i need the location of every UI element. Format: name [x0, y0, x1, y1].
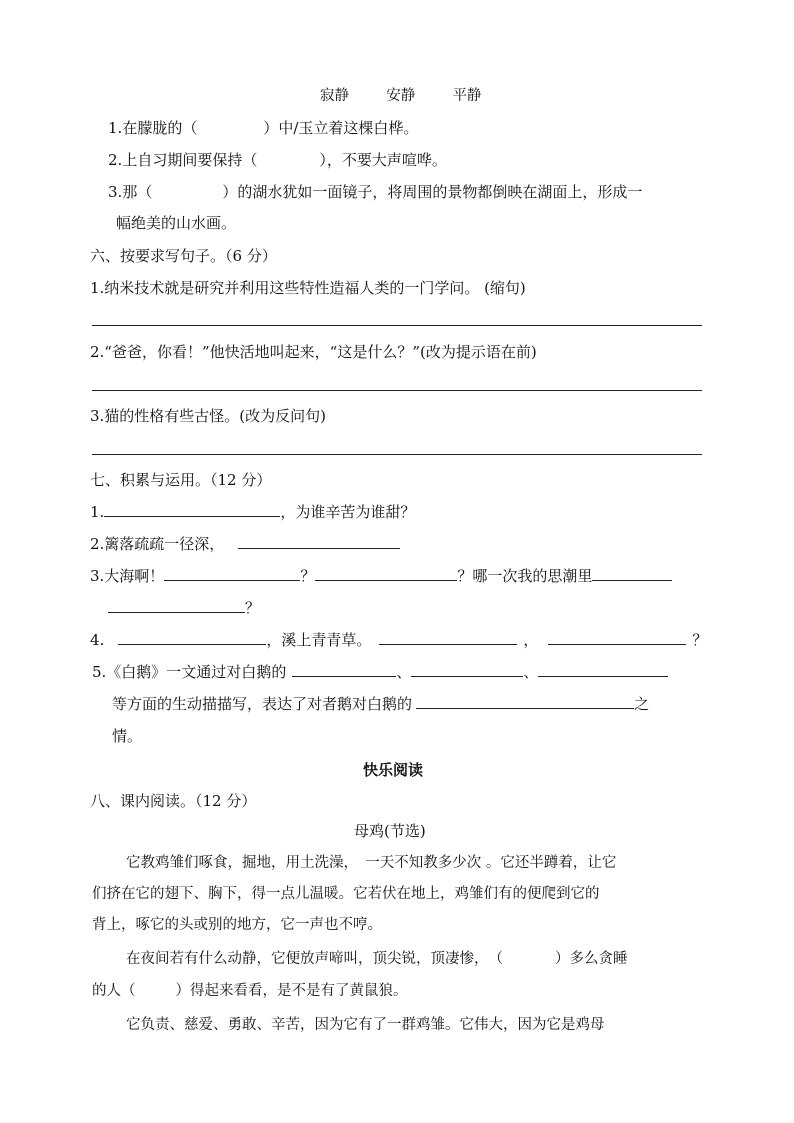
passage-line: 的人（ ）得起来看看，是不是有了黄鼠狼。 [92, 983, 408, 999]
answer-blank[interactable] [416, 694, 634, 709]
word-option: 寂静 [320, 88, 349, 104]
question-text: ？ [108, 598, 260, 618]
passage-line: 它教鸡雏们啄食，掘地，用土洗澡， 一天不知教多少次 。它还半蹲着，让它 [126, 855, 617, 871]
answer-blank[interactable] [592, 566, 672, 581]
word-option: 平静 [452, 88, 482, 104]
question-text: 1.纳米技术就是研究并利用这些特性造福人类的一门学问。 (缩句) [90, 279, 526, 297]
answer-blank[interactable] [292, 662, 396, 677]
question-text: 1. ，为谁辛苦为谁甜？ [90, 503, 416, 521]
question-text: 2.篱落疏疏一径深， [90, 534, 400, 554]
section-title: 八、课内阅读。（12 分） [90, 792, 257, 810]
question-text: 等方面的生动描描写，表达了对者鹅对白鹅的 之 [112, 695, 650, 713]
question-text: 情。 [112, 727, 143, 745]
answer-blank[interactable] [104, 502, 280, 517]
fill-item: 3.那（ ）的湖水犹如一面镜子，将周围的景物都倒映在湖面上，形成一 [108, 183, 643, 201]
word-bank [320, 86, 481, 106]
question-text: 2.“爸爸，你看！”他快活地叫起来，“这是什么？”(改为提示语在前) [90, 343, 537, 361]
answer-blank[interactable] [164, 566, 300, 581]
fill-item-continuation: 幅绝美的山水画。 [116, 214, 237, 232]
answer-blank[interactable] [538, 662, 668, 677]
word-option: 安静 [386, 88, 416, 104]
passage-title: 母鸡(节选) [354, 822, 426, 840]
section-title: 七、积累与运用。（12 分） [90, 471, 272, 489]
passage-line: 在夜间若有什么动静，它便放声啼叫，顶尖锐，顶凄惨， （ ）多么贪睡 [126, 951, 628, 967]
answer-blank[interactable] [238, 534, 400, 549]
answer-blank[interactable] [411, 662, 523, 677]
answer-blank[interactable] [379, 630, 517, 645]
question-text: 3.大海啊！ ？ ？哪一次我的思潮里 [90, 566, 672, 586]
answer-blank[interactable] [315, 566, 457, 581]
answer-blank[interactable] [118, 630, 266, 645]
answer-line[interactable] [92, 454, 702, 455]
passage-line: 它负责、慈爱、勇敢、辛苦，因为它有了一群鸡雏。它伟大，因为它是鸡母 [126, 1017, 605, 1033]
question-text: 4. ，溪上青青草。 ， ？ [90, 631, 708, 649]
answer-line[interactable] [92, 390, 702, 391]
section-title: 六、按要求写句子。（6 分） [90, 247, 277, 265]
fill-item: 2.上自习期间要保持（ ），不要大声喧哗。 [108, 151, 447, 169]
question-text: 3.猫的性格有些古怪。(改为反问句) [90, 407, 327, 425]
answer-blank[interactable] [548, 630, 686, 645]
passage-line: 背上，啄它的头或别的地方，它一声也不哼。 [92, 917, 382, 933]
fill-item: 1.在朦胧的（ ）中/玉立着这棵白桦。 [108, 119, 419, 137]
question-text: 5.《白鹅》一文通过对白鹅的 、 、 [92, 662, 668, 682]
answer-line[interactable] [92, 325, 702, 326]
passage-line: 们挤在它的翅下、胸下，得一点儿温暖。它若伏在地上，鸡雏们有的便爬到它的 [92, 886, 600, 902]
answer-blank[interactable] [108, 598, 245, 613]
reading-heading: 快乐阅读 [363, 761, 424, 779]
